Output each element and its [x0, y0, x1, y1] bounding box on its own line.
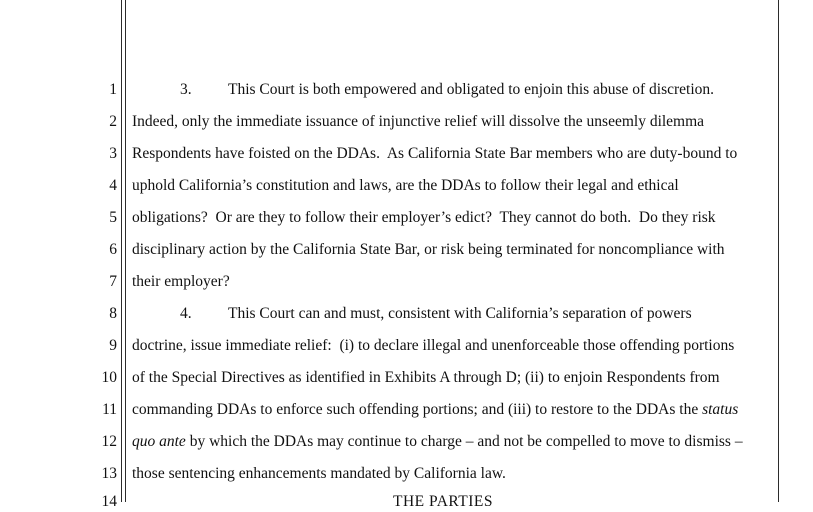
- line-text: [132, 400, 738, 420]
- line-number: 12: [101, 433, 117, 450]
- line-number: 6: [109, 241, 117, 258]
- pleading-line: [0, 368, 813, 400]
- line-number: 10: [101, 369, 117, 386]
- line-number: 14: [101, 493, 117, 510]
- pleading-line: [0, 112, 813, 144]
- paragraph-text: This Court can and must, consistent with California’s separation of powers: [228, 305, 692, 322]
- pleading-line: [0, 208, 813, 240]
- line-text: [180, 80, 714, 100]
- line-text: [180, 304, 692, 324]
- line-text: of the Special Directives as identified in Exhibits A through D; (ii) to enjoin Respondents from: [132, 369, 720, 386]
- pleading-line: [0, 400, 813, 432]
- line-number: 1: [109, 81, 117, 98]
- line-text: Indeed, only the immediate issuance of injunctive relief will dissolve the unseemly dilemma: [132, 113, 705, 130]
- paragraph-number: 3.: [180, 81, 192, 98]
- pleading-line: [0, 240, 813, 272]
- line-text: those sentencing enhancements mandated by California law.: [132, 465, 506, 482]
- line-text: obligations? Or are they to follow their employer’s edict? They cannot do both. Do they risk: [132, 209, 716, 226]
- line-text: [132, 432, 743, 452]
- line-number: 8: [109, 305, 117, 322]
- pleading-line: [0, 80, 813, 112]
- line-text: their employer?: [132, 273, 230, 290]
- line-number: 11: [102, 401, 117, 418]
- line-text: doctrine, issue immediate relief: (i) to declare illegal and unenforceable those offending portions: [132, 337, 735, 354]
- line-number: 4: [109, 177, 117, 194]
- line-text: Respondents have foisted on the DDAs. As California State Bar members who are duty-bound to: [132, 145, 738, 162]
- pleading-line: [0, 304, 813, 336]
- section-heading-partial: THE PARTIES: [393, 493, 494, 510]
- italic-text-run: quo ante: [132, 433, 186, 450]
- pleading-line: [0, 432, 813, 464]
- pleading-line: [0, 336, 813, 368]
- line-number: 2: [109, 113, 117, 130]
- line-number: 5: [109, 209, 117, 226]
- paragraph-number: 4.: [180, 305, 192, 322]
- text-run: commanding DDAs to enforce such offending portions; and (iii) to restore to the DDAs the: [132, 401, 703, 418]
- line-number: 7: [109, 273, 117, 290]
- line-number: 13: [101, 465, 117, 482]
- paragraph-text: This Court is both empowered and obligated to enjoin this abuse of discretion.: [228, 81, 715, 98]
- pleading-line: [0, 272, 813, 304]
- line-number: 3: [109, 145, 117, 162]
- pleading-line: [0, 144, 813, 176]
- italic-text-run: status: [702, 401, 739, 418]
- pleading-line: [0, 176, 813, 208]
- line-text: disciplinary action by the California State Bar, or risk being terminated for noncompliance with: [132, 241, 725, 258]
- text-run: by which the DDAs may continue to charge – and not be compelled to move to dismiss –: [185, 433, 743, 450]
- line-text: uphold California’s constitution and laws, are the DDAs to follow their legal and ethical: [132, 177, 679, 194]
- line-number: 9: [109, 337, 117, 354]
